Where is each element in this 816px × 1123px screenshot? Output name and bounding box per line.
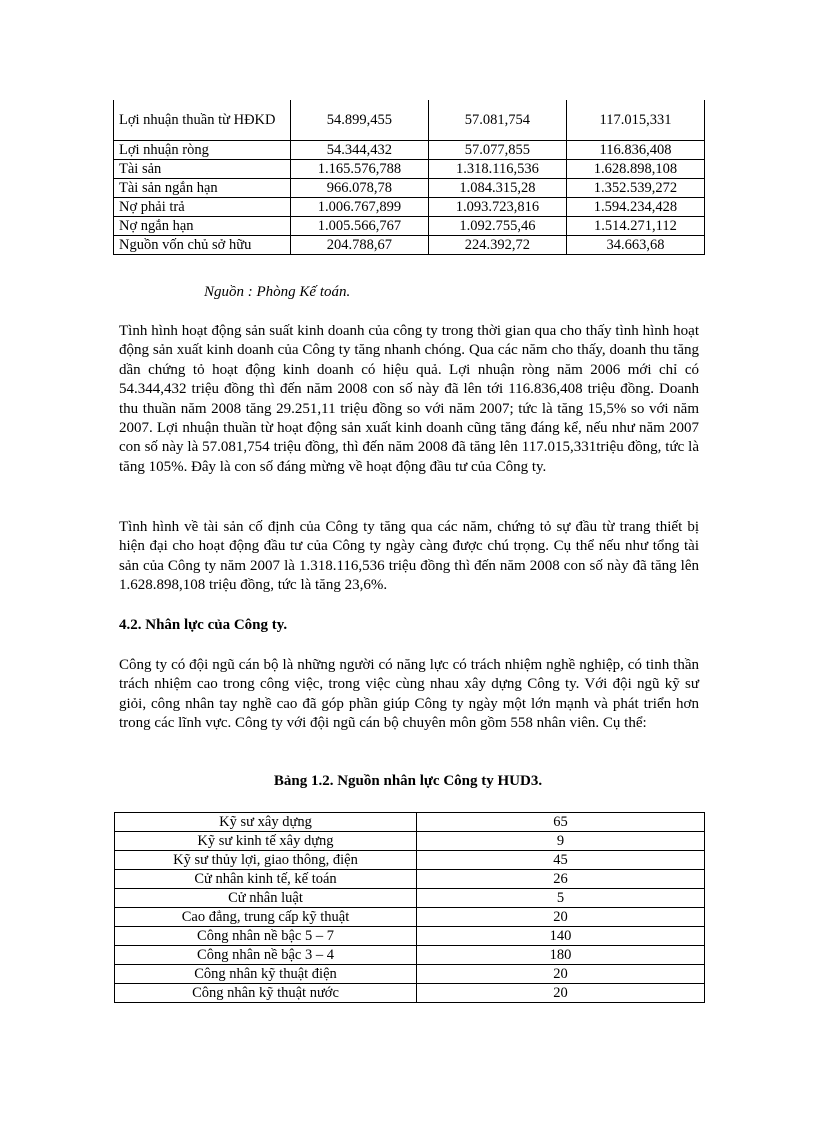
value-2006: 966.078,78	[290, 178, 428, 197]
table-row	[115, 965, 705, 984]
paragraph-human-resources: Công ty có đội ngũ cán bộ là những người có năng lực có trách nhiệm nghề nghiệp, có tinh thần trách nhiệm cao trong công việc, trong việc cùng nhau xây dựng Công ty. Với đội ngũ kỹ sư giỏi, công nhân tay nghề cao đã góp phần giúp Công ty ngày một lớn mạnh và phát triển hơn trong các lĩnh vực. Công ty với đội ngũ cán bộ chuyên môn gồm 558 nhân viên. Cụ thể:	[119, 657, 699, 732]
staff-table	[114, 812, 705, 1003]
staff-category: Công nhân kỹ thuật nước	[115, 984, 417, 1003]
staff-category: Công nhân kỹ thuật điện	[115, 965, 417, 984]
table-row	[115, 908, 705, 927]
value-2008: 1.352.539,272	[566, 178, 704, 197]
table-row	[114, 140, 705, 159]
value-2007: 1.318.116,536	[428, 159, 566, 178]
section-heading: 4.2. Nhân lực của Công ty.	[119, 617, 288, 633]
value-2006: 1.006.767,899	[290, 197, 428, 216]
row-label: Tài sản	[114, 159, 291, 178]
row-label: Lợi nhuận thuần từ HĐKD	[114, 100, 291, 140]
value-2008: 1.514.271,112	[566, 216, 704, 235]
staff-count: 140	[417, 927, 705, 946]
value-2007: 1.093.723,816	[428, 197, 566, 216]
value-2006: 204.788,67	[290, 235, 428, 254]
staff-count: 45	[417, 851, 705, 870]
table-row	[114, 216, 705, 235]
staff-count: 65	[417, 813, 705, 832]
staff-count: 20	[417, 908, 705, 927]
row-label: Nợ phải trả	[114, 197, 291, 216]
row-label: Nguồn vốn chủ sở hữu	[114, 235, 291, 254]
value-2008: 1.628.898,108	[566, 159, 704, 178]
value-2007: 1.084.315,28	[428, 178, 566, 197]
table-row	[115, 927, 705, 946]
value-2007: 224.392,72	[428, 235, 566, 254]
value-2008: 116.836,408	[566, 140, 704, 159]
staff-count: 180	[417, 946, 705, 965]
staff-category: Cử nhân luật	[115, 889, 417, 908]
staff-count: 26	[417, 870, 705, 889]
table-row	[115, 832, 705, 851]
staff-category: Công nhân nề bậc 3 – 4	[115, 946, 417, 965]
paragraph-fixed-assets: Tình hình về tài sản cố định của Công ty tăng qua các năm, chứng tỏ sự đầu từ trang thiết bị hiện đại cho hoạt động đầu tư của Công ty ngày càng được chú trọng. Cụ thể nếu như tổng tài sản của Công ty năm 2007 là 1.318.116,536 triệu đồng thì đến năm 2008 con số này đã tăng lên 1.628.898,108 triệu đồng, tức là tăng 23,6%.	[119, 519, 699, 594]
table-row	[115, 984, 705, 1003]
staff-category: Cử nhân kinh tế, kế toán	[115, 870, 417, 889]
paragraph-business-performance: Tình hình hoạt động sản suất kinh doanh của công ty trong thời gian qua cho thấy tình hình hoạt động sản xuất kinh doanh của Công ty tăng nhanh chóng. Qua các năm cho thấy, doanh thu tăng dần chứng tỏ hoạt động kinh doanh có hiệu quả. Lợi nhuận ròng năm 2006 mới chỉ có 54.344,432 triệu đồng thì đến năm 2008 con số này đã lên tới 116.836,408 triệu đồng. Doanh thu thuần năm 2008 tăng 29.251,11 triệu đồng so với năm 2007; tức là tăng 15,5% so với năm 2007. Lợi nhuận thuần từ hoạt động sản xuất kinh doanh cũng tăng đáng kể, nếu như năm 2007 con số này là 57.081,754 triệu đồng, thì đến năm 2008 đã tăng lên 117.015,331triệu đồng, tức là tăng 105%. Đây là con số đáng mừng về hoạt động đầu tư của Công ty.	[119, 323, 699, 475]
value-2008: 117.015,331	[566, 100, 704, 140]
table-row	[115, 851, 705, 870]
value-2008: 1.594.234,428	[566, 197, 704, 216]
table-row	[114, 159, 705, 178]
staff-count: 20	[417, 984, 705, 1003]
staff-category: Kỹ sư xây dựng	[115, 813, 417, 832]
table-caption: Bảng 1.2. Nguồn nhân lực Công ty HUD3.	[273, 773, 543, 789]
source-note: Nguồn : Phòng Kế toán.	[204, 284, 351, 300]
table-row	[114, 100, 705, 140]
staff-category: Kỹ sư thủy lợi, giao thông, điện	[115, 851, 417, 870]
value-2007: 57.077,855	[428, 140, 566, 159]
row-label: Tài sản ngắn hạn	[114, 178, 291, 197]
financial-table	[113, 100, 705, 255]
table-row	[114, 178, 705, 197]
staff-category: Kỹ sư kinh tế xây dựng	[115, 832, 417, 851]
value-2008: 34.663,68	[566, 235, 704, 254]
value-2006: 1.005.566,767	[290, 216, 428, 235]
staff-count: 5	[417, 889, 705, 908]
row-label: Lợi nhuận ròng	[114, 140, 291, 159]
value-2007: 1.092.755,46	[428, 216, 566, 235]
value-2006: 54.899,455	[290, 100, 428, 140]
staff-category: Cao đẳng, trung cấp kỹ thuật	[115, 908, 417, 927]
staff-count: 9	[417, 832, 705, 851]
row-label: Nợ ngắn hạn	[114, 216, 291, 235]
value-2006: 54.344,432	[290, 140, 428, 159]
table-row	[114, 235, 705, 254]
staff-category: Công nhân nề bậc 5 – 7	[115, 927, 417, 946]
table-row	[114, 197, 705, 216]
table-row	[115, 946, 705, 965]
table-row	[115, 870, 705, 889]
table-row	[115, 889, 705, 908]
value-2006: 1.165.576,788	[290, 159, 428, 178]
value-2007: 57.081,754	[428, 100, 566, 140]
table-row	[115, 813, 705, 832]
staff-count: 20	[417, 965, 705, 984]
